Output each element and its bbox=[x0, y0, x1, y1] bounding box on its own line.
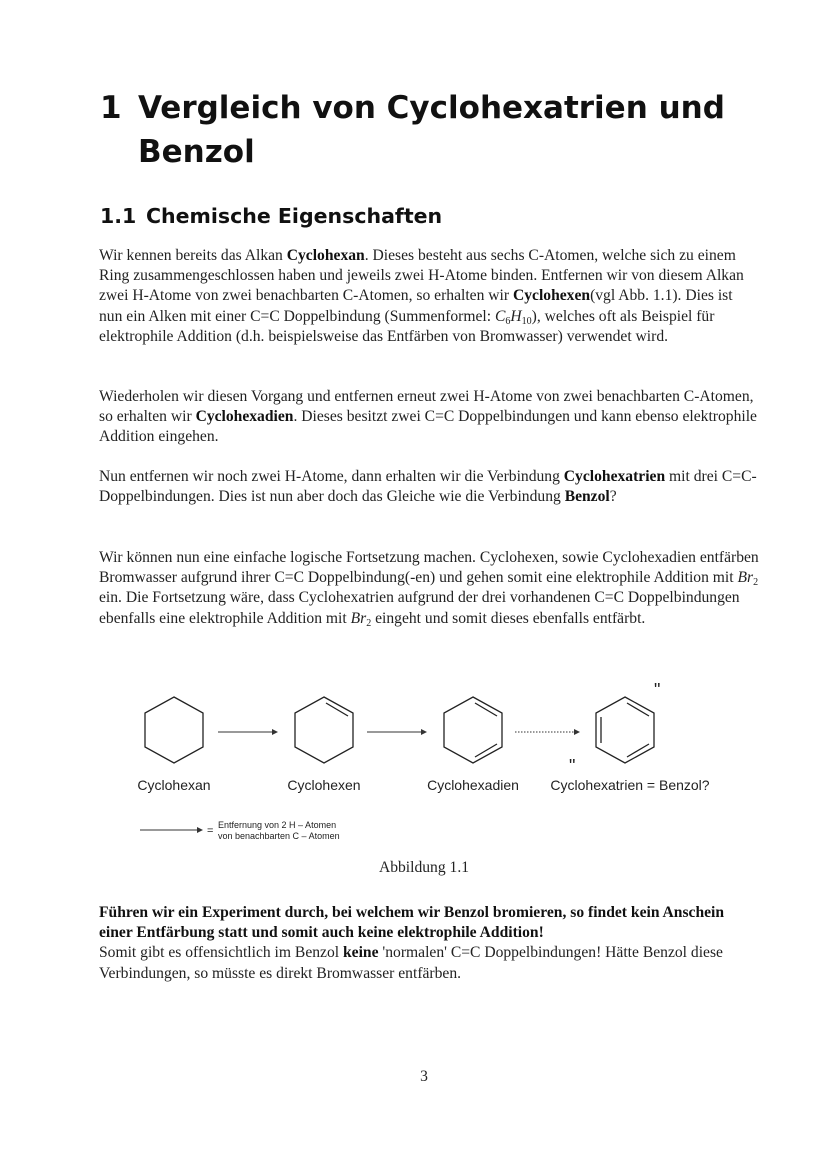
p3-term-cyclohexatrien: Cyclohexatrien bbox=[563, 468, 666, 485]
cyclohexadien-ring bbox=[444, 697, 502, 763]
p2-term-cyclohexadien: Cyclohexadien bbox=[195, 408, 294, 426]
p1-text-4: ), welches oft als Beispiel für elektrophile Addition (d.h. beispielsweise das Entfärben von Bromwasser) verwendet wird. bbox=[99, 307, 715, 345]
formula-br2-b: $Br_2$ bbox=[350, 609, 372, 629]
p1-text-1: Wir kennen bereits das Alkan bbox=[99, 247, 287, 264]
p4-text-3: eingeht und somit dieses ebenfalls entfärbt. bbox=[371, 609, 646, 627]
cyclohexadien-double-bond-2 bbox=[475, 744, 497, 757]
p3-text-2: mit drei C=C-Doppelbindungen. Dies ist nun aber doch das Gleiche wie die Verbindung bbox=[99, 468, 757, 506]
p5-bold-statement: Führen wir ein Experiment durch, bei welchem wir Benzol bromieren, so findet kein Anschein einer Entfärbung statt und somit auch keine elektrophile Addition! bbox=[99, 904, 725, 942]
section-heading bbox=[100, 202, 442, 230]
legend-line-2: von benachbarten C – Atomen bbox=[218, 831, 340, 841]
p1-term-cyclohexen: Cyclohexen bbox=[512, 287, 591, 305]
p5-text-2: 'normalen' C=C Doppelbindungen! Hätte Benzol diese Verbindungen, so müsste es direkt Bromwasser entfärben. bbox=[99, 944, 723, 982]
formula-c6h10: $C_6H_{10}$ bbox=[495, 307, 532, 327]
p1-text-2: . Dieses besteht aus sechs C-Atomen, welche sich zu einem Ring zusammengeschlossen haben und jeweils zwei H-Atome binden. Entfernen wir von diesem Alkan zwei H-Atome von zwei benachbarten C-Atomen, so erhalten wir bbox=[99, 247, 744, 305]
paragraph-experiment bbox=[99, 903, 759, 984]
p2-text-2: . Dieses besitzt zwei C=C Doppelbindungen und kann ebenso elektrophile Addition eingehen. bbox=[99, 408, 757, 446]
p2-text-1: Wiederholen wir diesen Vorgang und entfernen erneut zwei H-Atome von zwei benachbarten C-Atomen, so erhalten wir bbox=[99, 388, 754, 426]
p3-term-benzol: Benzol bbox=[564, 488, 610, 506]
p5-text-1: Somit gibt es offensichtlich im Benzol bbox=[99, 944, 343, 962]
p3-text-1: Nun entfernen wir noch zwei H-Atome, dann erhalten wir die Verbindung bbox=[99, 468, 564, 485]
p5-term-keine: keine bbox=[343, 944, 379, 962]
figure-caption: Abbildung 1.1 bbox=[378, 859, 470, 876]
quote-mark-left: " bbox=[569, 756, 576, 776]
chapter-heading bbox=[100, 86, 740, 174]
label-cyclohexatrien-benzol: Cyclohexatrien = Benzol? bbox=[550, 777, 710, 793]
p4-text-2: ein. Die Fortsetzung wäre, dass Cyclohexatrien aufgrund der drei vorhandenen C=C Doppelbindungen ebenfalls eine elektrophile Addition mit bbox=[99, 589, 740, 627]
cyclohexen-ring bbox=[295, 697, 353, 763]
quote-mark-top: " bbox=[654, 680, 661, 700]
p4-text-1: Wir können nun eine einfache logische Fortsetzung machen. Cyclohexen, sowie Cyclohexadien entfärben Bromwasser aufgrund ihrer C=C Doppelbindung(-en) und gehen somit eine elektrophile Addition mit bbox=[99, 549, 759, 587]
cyclohexatrien-double-bond-1 bbox=[627, 703, 649, 716]
p3-text-3: ? bbox=[609, 488, 617, 506]
chapter-title-line2: Benzol bbox=[138, 134, 255, 170]
legend-equals: = bbox=[207, 825, 214, 837]
p1-text-3: (vgl Abb. 1.1). Dies ist nun ein Alken mit einer C=C Doppelbindung (Summenformel: bbox=[99, 287, 733, 325]
label-cyclohexen: Cyclohexen bbox=[287, 777, 361, 793]
cyclohexadien-double-bond-1 bbox=[475, 703, 497, 716]
paragraph-cyclohexan bbox=[99, 246, 759, 347]
label-cyclohexadien: Cyclohexadien bbox=[427, 777, 519, 793]
page-number: 3 bbox=[420, 1068, 428, 1085]
legend-line-1: Entfernung von 2 H – Atomen bbox=[218, 820, 337, 830]
paragraph-cyclohexadien bbox=[99, 387, 759, 448]
cyclohexan-ring bbox=[145, 697, 203, 763]
cyclohexen-double-bond bbox=[326, 703, 348, 716]
label-cyclohexan: Cyclohexan bbox=[137, 777, 211, 793]
paragraph-fortsetzung bbox=[99, 548, 759, 629]
formula-br2-a: $Br_2$ bbox=[737, 569, 759, 589]
section-number: 1.1 bbox=[100, 204, 137, 228]
p1-term-cyclohexan: Cyclohexan bbox=[286, 247, 365, 264]
cyclohexatrien-ring bbox=[596, 697, 654, 763]
cyclohexatrien-double-bond-2 bbox=[627, 744, 649, 757]
reaction-scheme-figure bbox=[120, 680, 740, 850]
chapter-number: 1 bbox=[100, 90, 122, 126]
chapter-title-line1: Vergleich von Cyclohexatrien und bbox=[138, 90, 725, 126]
section-title: Chemische Eigenschaften bbox=[146, 204, 443, 228]
paragraph-cyclohexatrien bbox=[99, 467, 759, 507]
